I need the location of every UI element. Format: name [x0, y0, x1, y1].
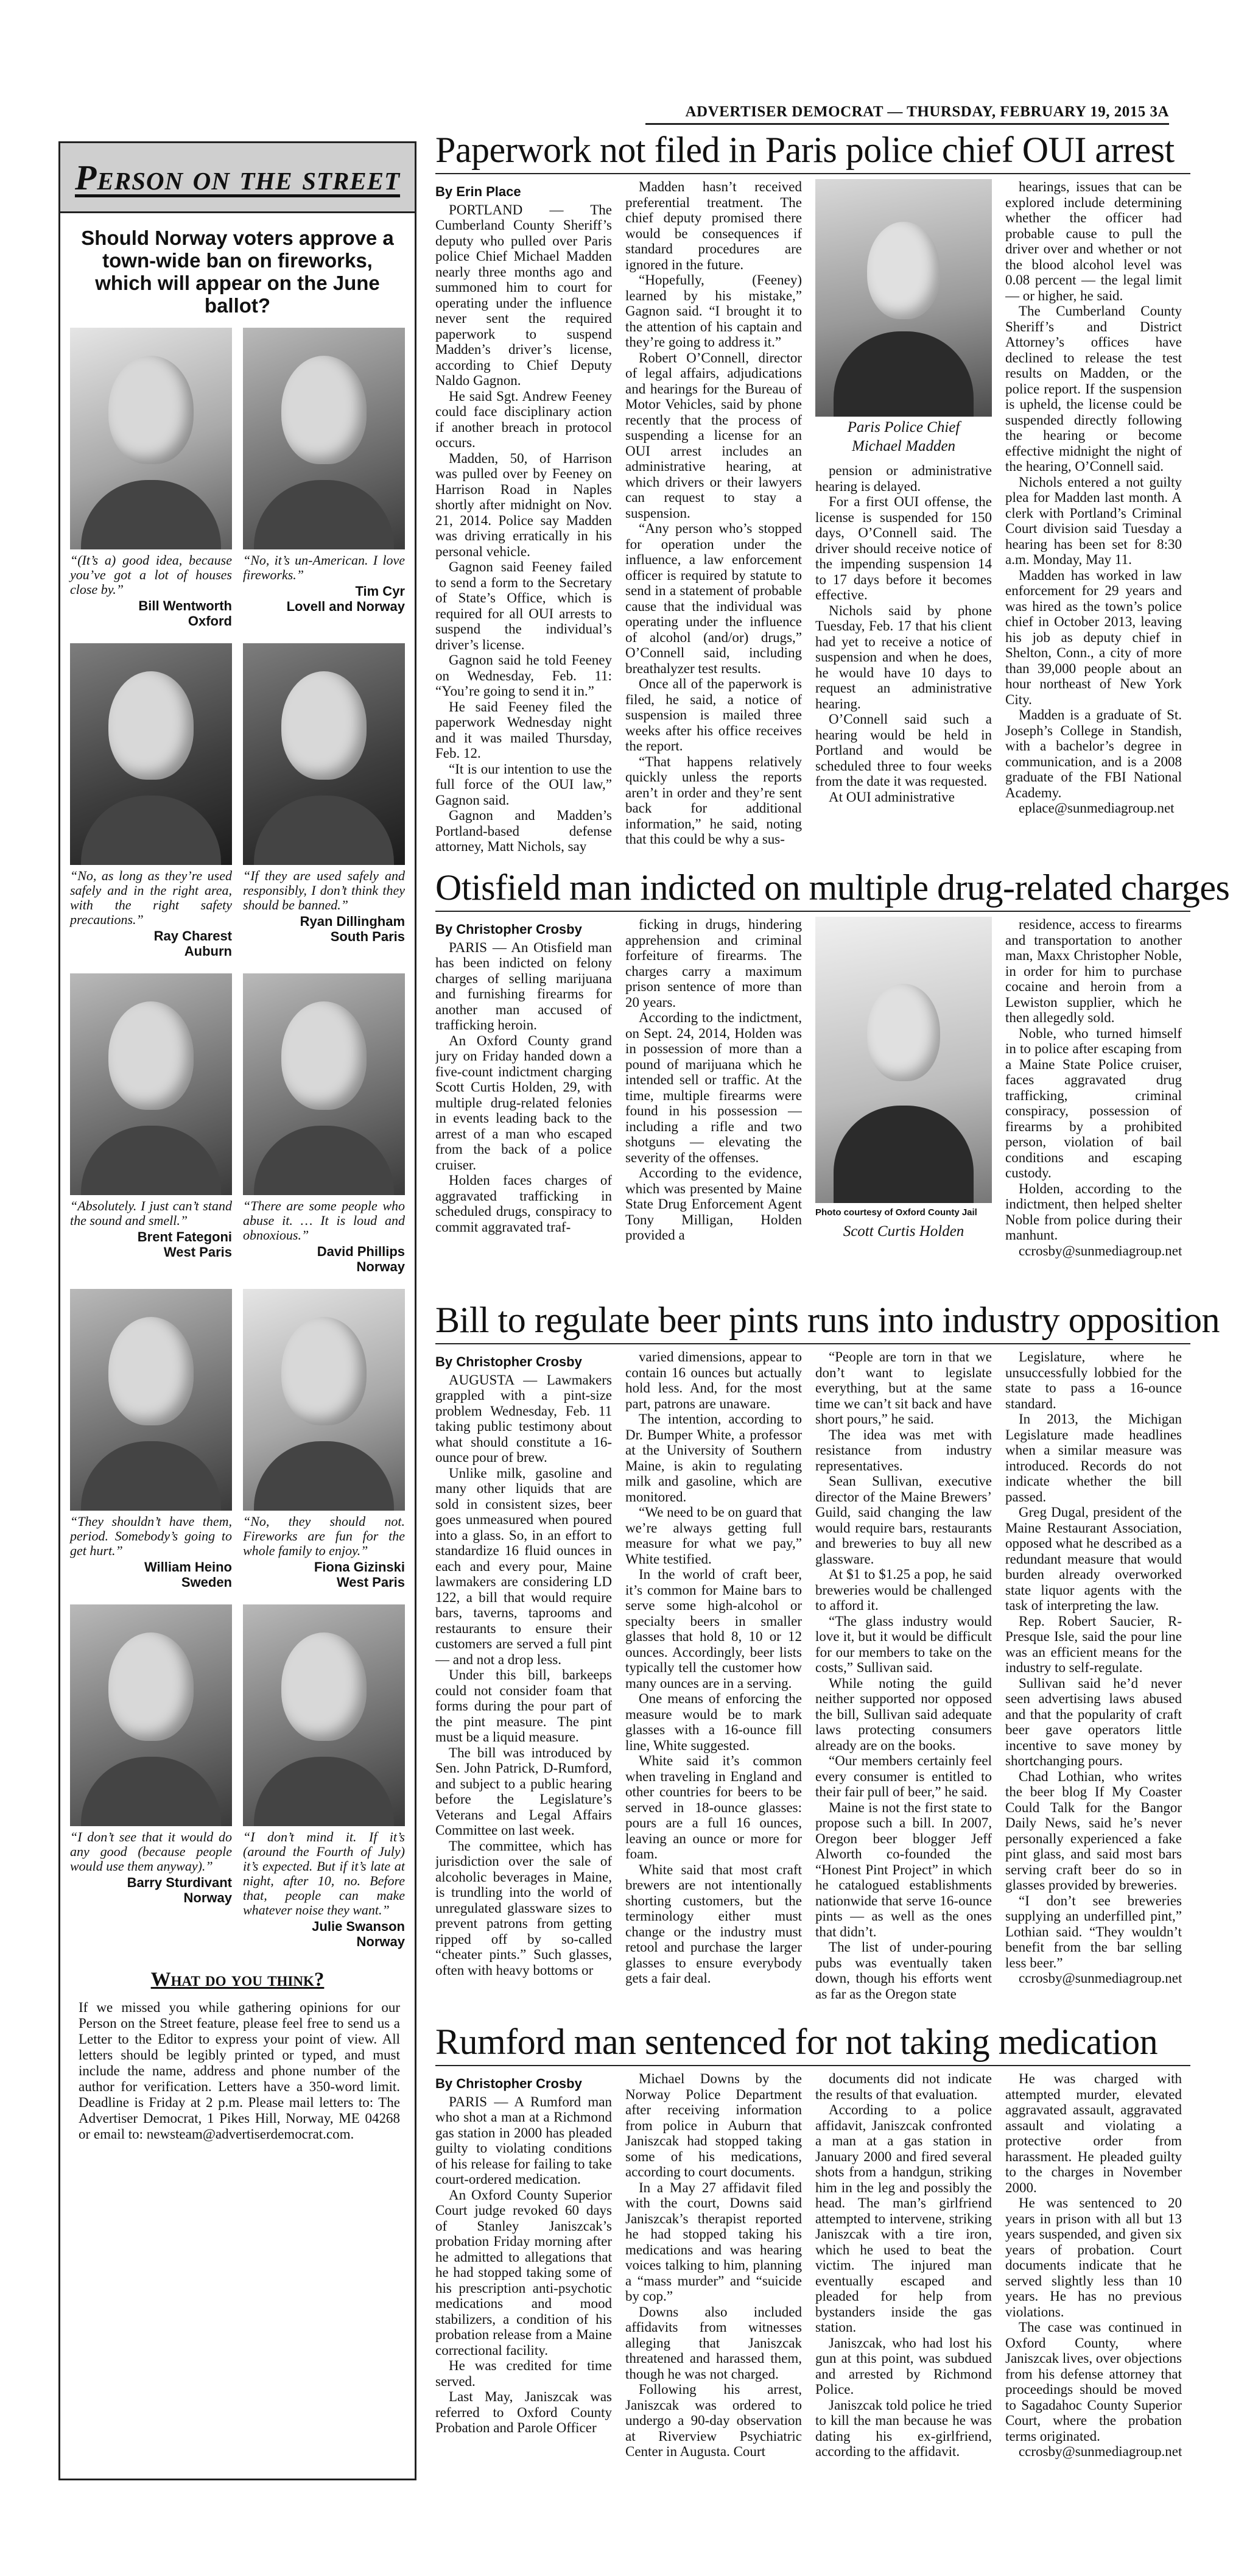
paragraph: In 2013, the Michigan Legislature made headlines when a similar measure was introduced. Records do not indicate whether the bill passed.	[1005, 1411, 1182, 1505]
article-headline: Otisfield man indicted on multiple drug-related charges	[435, 868, 1190, 912]
person-town: West Paris	[336, 1575, 405, 1590]
paragraph: Janiszcak told police he tried to kill the man because he was dating his ex-girlfriend, according to the affidavit.	[815, 2397, 992, 2459]
paragraph: “We need to be on guard that we’re always getting full measure for what we pay,” White testified.	[625, 1505, 802, 1567]
paragraph: He said Feeney filed the paperwork Wednesday night and it was mailed Thursday, Feb. 12.	[435, 699, 612, 761]
person-photo	[70, 1604, 232, 1826]
paragraph: An Oxford County grand jury on Friday handed down a five-count indictment charging Scott Curtis Holden, 29, with multiple drug-related felonies in events leading back to the arrest of a man who escaped from the back of a police cruiser.	[435, 1032, 612, 1173]
person-photo	[70, 1289, 232, 1511]
paragraph: Michael Downs by the Norway Police Department after receiving information from police in Auburn that Janiszcak had stopped taking some of his medications, according to court documents.	[625, 2071, 802, 2179]
article-headline: Rumford man sentenced for not taking medication	[435, 2022, 1190, 2066]
paragraph: “It is our intention to use the full force of the OUI law,” Gagnon said.	[435, 761, 612, 808]
person-name: Ryan Dillingham	[300, 914, 405, 929]
person-photo	[243, 1289, 405, 1511]
paragraph: Madden has worked in law enforcement for 29 years and was hired as the town’s police chief in October 2013, leaving his job as deputy chief in Shelton, Conn., a city of more than 39,000 people about an hour northeast of New York City.	[1005, 567, 1182, 707]
paragraph: PORTLAND — The Cumberland County Sheriff’s deputy who pulled over Paris police Chief Michael Madden nearly three months ago and summoned him to court for operating under the influence never sent the required paperwork to suspend Madden’s driver’s license, according to Chief Deputy Naldo Gagnon.	[435, 202, 612, 388]
paragraph: O’Connell said such a hearing would be held in Portland and would be scheduled three to four weeks from the date it was requested.	[815, 711, 992, 789]
paragraph: ccrosby@sunmediagroup.net	[1019, 1243, 1182, 1258]
article-column	[1005, 2071, 1182, 2534]
person-name: Bill Wentworth	[138, 598, 232, 613]
what-do-you-think-heading: What do you think?	[150, 1969, 325, 1991]
person-name: Tim Cyr	[355, 584, 405, 599]
person-quote: “They shouldn’t have them, period. Somebody’s going to get hurt.”	[70, 1514, 232, 1558]
paragraph: According to the indictment, on Sept. 24, 2014, Holden was in possession of more than a pound of marijuana which he intended sell or traffic. At the time, multiple firearms were found in his possession — including a rifle and two shotguns — elevating the severity of the offenses.	[625, 1010, 802, 1165]
paragraph: Maine is not the first state to propose such a bill. In 2007, Oregon beer blogger Jeff Alworth co-founded the “Honest Pint Project” in which he catalogued establishments nationwide that serve 16-ounce pints — as well as the ones that didn’t.	[815, 1799, 992, 1939]
person-card	[243, 1604, 405, 1949]
page-folio: ADVERTISER DEMOCRAT — THURSDAY, FEBRUARY 19, 2015 3A	[645, 104, 1169, 125]
paragraph: According to a police affidavit, Janiszcak confronted a man at a gas station in January 2000 and fired several shots from a handgun, striking him in the leg and possibly the head. The man’s girlfriend attempted to intervene, striking Janiszcak with a tire iron, which he used to beat the victim. The injured man eventually escaped and pleaded for help from bystanders inside the gas station.	[815, 2102, 992, 2335]
paragraph: ccrosby@sunmediagroup.net	[1019, 1971, 1182, 1986]
paragraph: Under this bill, barkeeps could not consider foam that forms during the pour part of the pint measure. The pint must be a liquid measure.	[435, 1667, 612, 1745]
paragraph: Gagnon and Madden’s Portland-based defense attorney, Matt Nichols, say	[435, 808, 612, 854]
paragraph: The Cumberland County Sheriff’s and District Attorney’s offices have declined to release the test results on Madden, or the police report. If the suspension is upheld, the license could be suspended directly following the hearing or become effective midnight the night of the hearing, O’Connell said.	[1005, 303, 1182, 474]
person-quote: “Absolutely. I just can’t stand the sound and smell.”	[70, 1198, 232, 1228]
pots-header	[60, 143, 415, 213]
paragraph: Madden hasn’t received preferential treatment. The chief deputy promised there would be consequences if standard procedures are ignored in the future.	[625, 179, 802, 272]
holden-mugshot	[815, 917, 992, 1203]
person-photo	[70, 973, 232, 1195]
article-paris-police-chief	[435, 130, 1190, 873]
photo-caption: Paris Police Chief	[847, 419, 960, 436]
paragraph: Holden, according to the indictment, then helped shelter Noble from police during their manhunt.	[1005, 1180, 1182, 1243]
person-quote: “No, as long as they’re used safely and in the right area, with the right safety precautions.”	[70, 868, 232, 927]
paragraph: Sean Sullivan, executive director of the Maine Brewers’ Guild, said changing the law would require bars, restaurants and breweries to buy all new glassware.	[815, 1473, 992, 1567]
person-card	[70, 973, 232, 1274]
article-column	[625, 2071, 802, 2534]
paragraph: While noting the guild neither supported nor opposed the bill, Sullivan said adequate laws protecting consumers already are on the books.	[815, 1675, 992, 1753]
person-town: Auburn	[184, 944, 232, 959]
paragraph: AUGUSTA — Lawmakers grappled with a pint-size problem Wednesday, Feb. 11 taking public testimony about what should constitute a 16-ounce pour of brew.	[435, 1372, 612, 1465]
paragraph: Unlike milk, gasoline and many other liquids that are sold in consistent sizes, beer goes unmeasured when poured into a glass. So, in an effort to standardize 16 fluid ounces in each and every pour, Maine lawmakers are considering LD 122, a bill that would require bars, taverns, taprooms and restaurants to ensure their customers are served a full pint — and not a drop less.	[435, 1465, 612, 1667]
photo-credit: Photo courtesy of Oxford County Jail	[815, 1207, 977, 1218]
paragraph: The committee, which has jurisdiction over the sale of alcoholic beverages in Maine, is trundling into the world of unregulated glassware sizes to prevent patrons from getting ripped off by so-called “cheater pints.” Such glasses, often with heavy bottoms or	[435, 1838, 612, 1978]
person-card	[70, 328, 232, 629]
paragraph: Gagnon said he told Feeney on Wednesday, Feb. 11: “You’re going to send it in.”	[435, 652, 612, 699]
person-quote: “No, they should not. Fireworks are fun for the whole family to enjoy.”	[243, 1514, 405, 1558]
paragraph: Once all of the paperwork is filed, he said, a notice of suspension is mailed three weeks after his office receives the report.	[625, 676, 802, 753]
paragraph: According to the evidence, which was presented by Maine State Drug Enforcement Agent Tony Milligan, Holden provided a	[625, 1165, 802, 1243]
person-town: South Paris	[330, 929, 405, 944]
paragraph: Madden, 50, of Harrison was pulled over by Feeney on Harrison Road in Naples shortly after midnight on Nov. 21, 2014. Police say Madden was driving erratically in his personal vehicle.	[435, 450, 612, 559]
person-card	[70, 1604, 232, 1949]
person-quote: “There are some people who abuse it. … It is loud and obnoxious.”	[243, 1198, 405, 1243]
paragraph: Legislature, where he unsuccessfully lobbied for the state to pass a 16-ounce standard.	[1005, 1349, 1182, 1411]
paragraph: Holden faces charges of aggravated trafficking in scheduled drugs, conspiracy to commit aggravated traf-	[435, 1173, 612, 1235]
paragraph: In the world of craft beer, it’s common for Maine bars to serve some high-alcohol or specialty beers in smaller glasses that hold 8, 10 or 12 ounces. Accordingly, beer lists typically tell the customer how many ounces are in a serving.	[625, 1567, 802, 1691]
person-town: West Paris	[163, 1244, 232, 1260]
paragraph: Nichols said by phone Tuesday, Feb. 17 that his client had yet to receive a notice of suspension and when he does, he would have 10 days to request an administrative hearing.	[815, 602, 992, 711]
paragraph: In a May 27 affidavit filed with the court, Downs said Janiszcak’s therapist reported he had stopped taking his medications and was hearing voices talking to him, planning a “mass murder” and “suicide by cop.”	[625, 2179, 802, 2304]
article-byline: By Christopher Crosby	[435, 1354, 582, 1369]
person-quote: “If they are used safely and responsibly, I don’t think they should be banned.”	[243, 868, 405, 912]
paragraph: Madden is a graduate of St. Joseph’s College in Standish, with a bachelor’s degree in communication, and is a 2008 graduate of the FBI National Academy.	[1005, 707, 1182, 800]
person-quote: “I don’t mind it. If it’s (around the Fourth of July) it’s expected. But if it’s late at night, after 10, no. Before that, people can make whatever noise they want.”	[243, 1829, 405, 1918]
paragraph: varied dimensions, appear to contain 16 ounces but actually hold less. And, for the most part, patrons are unaware.	[625, 1349, 802, 1411]
article-columns	[435, 179, 1190, 873]
paragraph: Noble, who turned himself in to police after escaping from a Maine State Police cruiser, faces aggravated drug trafficking, criminal conspiracy, possession of firearms by a prohibited person, violation of bail conditions and escaping custody.	[1005, 1025, 1182, 1180]
paragraph: documents did not indicate the results of that evaluation.	[815, 2071, 992, 2102]
paragraph: White said that most craft brewers are not intentionally shorting customers, but the terminology either must change or the industry must retool and purchase the larger glasses to ensure everybody gets a fair deal.	[625, 1861, 802, 1986]
madden-photo	[815, 179, 992, 417]
paragraph: “That happens relatively quickly unless the reports aren’t in order and they’re sent back for additional information,” he said, noting that this could be why a sus-	[625, 753, 802, 847]
person-photo	[243, 973, 405, 1195]
person-town: Norway	[356, 1259, 405, 1274]
article-rumford-sentenced	[435, 2022, 1190, 2534]
person-card	[70, 643, 232, 959]
person-card	[243, 643, 405, 959]
article-column	[815, 2071, 992, 2534]
paragraph: He was credited for time served.	[435, 2358, 612, 2389]
pots-photo-grid	[60, 328, 415, 1964]
paragraph: An Oxford County Superior Court judge revoked 60 days of Stanley Janiszcak’s probation Friday morning after he admitted to allegations that he had stopped taking some of his prescription anti-psychotic medications and mood stabilizers, a condition of his probation release from a Maine correctional facility.	[435, 2187, 612, 2358]
article-byline: By Christopher Crosby	[435, 922, 582, 937]
paragraph: Downs also included affidavits from witnesses alleging that Janiszcak threatened and harassed them, though he was not charged.	[625, 2304, 802, 2382]
person-photo	[243, 1604, 405, 1826]
paragraph: One means of enforcing the measure would be to mark glasses with a 16-ounce fill line, White suggested.	[625, 1691, 802, 1753]
person-name: Brent Fategoni	[137, 1229, 232, 1244]
person-name: Barry Sturdivant	[127, 1875, 232, 1890]
paragraph: eplace@sunmediagroup.net	[1019, 800, 1175, 816]
paragraph: For a first OUI offense, the license is suspended for 150 days, O’Connell said. The driver should receive notice of the impending suspension 14 to 17 days before it becomes effective.	[815, 494, 992, 602]
person-photo	[243, 328, 405, 549]
photo-caption: Michael Madden	[851, 438, 956, 454]
paragraph: hearings, issues that can be explored include determining whether the officer had probable cause to pull the driver over and whether or not the blood alcohol level was 0.08 percent — the legal limit — or higher, he said.	[1005, 179, 1182, 303]
paragraph: Following his arrest, Janiszcak was ordered to undergo a 90-day observation at Riverview Psychiatric Center in Augusta. Court	[625, 2382, 802, 2459]
person-card	[70, 1289, 232, 1590]
paragraph: PARIS — A Rumford man who shot a man at a Richmond gas station in 2000 has pleaded guilty to violating conditions of his release for failing to take court-ordered medication.	[435, 2094, 612, 2187]
article-column	[815, 179, 992, 873]
person-town: Norway	[183, 1890, 232, 1905]
person-town: Sweden	[181, 1575, 232, 1590]
paragraph: “Our members certainly feel every consumer is entitled to their fair pull of beer,” he said.	[815, 1753, 992, 1799]
article-column	[435, 2071, 612, 2534]
person-name: Ray Charest	[153, 928, 232, 944]
person-town: Lovell and Norway	[286, 599, 405, 614]
paragraph: Robert O’Connell, director of legal affairs, adjudications and hearings for the Bureau of Motor Vehicles, said by phone recently that the process of suspending a license for an OUI arrest includes an administrative hearing, at which drivers or their lawyers can request to stay a suspension.	[625, 350, 802, 521]
paragraph: The intention, according to Dr. Bumper White, a professor at the University of Southern Maine, is akin to regulating milk and gasoline, which are monitored.	[625, 1411, 802, 1505]
article-column	[1005, 917, 1182, 1307]
article-headline: Bill to regulate beer pints runs into industry opposition	[435, 1300, 1190, 1344]
person-town: Oxford	[188, 613, 232, 629]
paragraph: “I don’t see breweries supplying an underfilled pint,” Lothian said. “They wouldn’t benefit from the bar selling less beer.”	[1005, 1893, 1182, 1971]
paragraph: “People are torn in that we don’t want to legislate everything, but at the same time we can’t sit back and have short pours,” he said.	[815, 1349, 992, 1427]
article-columns	[435, 1349, 1190, 2016]
article-column	[625, 1349, 802, 2016]
article-columns	[435, 2071, 1190, 2534]
paragraph: “Any person who’s stopped for operation under the influence, a law enforcement officer is required by statute to send in a statement of probable cause that the individual was operating under the influence of alcohol (and/or) drugs,” O’Connell said, including breathalyzer test results.	[625, 521, 802, 676]
paragraph: The idea was met with resistance from industry representatives.	[815, 1427, 992, 1473]
person-name: Julie Swanson	[312, 1919, 405, 1934]
person-card	[243, 1289, 405, 1590]
article-column	[815, 1349, 992, 2016]
paragraph: residence, access to firearms and transportation to another man, Maxx Christopher Noble, in order for him to purchase cocaine and heroin from a Lewiston supplier, which he then allegedly sold.	[1005, 917, 1182, 1025]
person-quote: “(It’s a) good idea, because you’ve got a lot of houses close by.”	[70, 552, 232, 597]
person-on-the-street-box	[58, 141, 416, 2480]
paragraph: ccrosby@sunmediagroup.net	[1019, 2444, 1182, 2459]
paragraph: Gagnon said Feeney failed to send a form to the Secretary of State’s Office, which is required for all OUI arrests to suspend the individual’s driver’s license.	[435, 559, 612, 652]
person-photo	[70, 643, 232, 865]
paragraph: He was sentenced to 20 years in prison with all but 13 years suspended, and given six years of probation. Court documents indicate that he served slightly less than 10 years. He has no previous violations.	[1005, 2195, 1182, 2320]
paragraph: Last May, Janiszcak was referred to Oxford County Probation and Parole Officer	[435, 2389, 612, 2435]
article-column	[1005, 1349, 1182, 2016]
paragraph: Sullivan said he’d never seen advertising laws abused and that the popularity of craft beer gave operators little incentive to save money by shortchanging pours.	[1005, 1675, 1182, 1768]
pots-title: Person on the street	[74, 157, 401, 197]
article-byline: By Christopher Crosby	[435, 2076, 582, 2091]
photo-caption: Scott Curtis Holden	[843, 1223, 964, 1240]
person-card	[243, 973, 405, 1274]
person-name: Fiona Gizinski	[314, 1559, 405, 1575]
paragraph: The list of under-pouring pubs was eventually taken down, though his efforts went as far as the Oregon state	[815, 1939, 992, 2002]
paragraph: Nichols entered a not guilty plea for Madden last month. A clerk with Portland’s Criminal Court division said Tuesday a hearing has been set for 8:30 a.m. Monday, May 11.	[1005, 474, 1182, 567]
article-headline: Paperwork not filed in Paris police chief OUI arrest	[435, 130, 1190, 174]
paragraph: He was charged with attempted murder, elevated aggravated assault, aggravated assault and violating a protective order from harassment. He pleaded guilty to the charges in November 2000.	[1005, 2071, 1182, 2195]
paragraph: “The glass industry would love it, but it would be difficult for our members to take on the costs,” Sullivan said.	[815, 1613, 992, 1675]
person-photo	[70, 328, 232, 549]
paragraph: He said Sgt. Andrew Feeney could face disciplinary action if another breach in protocol occurs.	[435, 388, 612, 450]
article-beer-pints	[435, 1300, 1220, 2016]
person-name: William Heino	[144, 1559, 232, 1575]
article-column	[625, 917, 802, 1307]
article-byline: By Erin Place	[435, 184, 521, 199]
person-town: Norway	[356, 1934, 405, 1949]
article-column	[815, 917, 992, 1307]
person-quote: “No, it’s un-American. I love fireworks.”	[243, 552, 405, 582]
article-column	[435, 179, 612, 873]
paragraph: The bill was introduced by Sen. John Patrick, D-Rumford, and subject to a public hearing before the Legislature’s Veterans and Legal Affairs Committee on last week.	[435, 1745, 612, 1838]
pots-question: Should Norway voters approve a town-wide ban on fireworks, which will appear on the June ballot?	[81, 227, 394, 317]
paragraph: ficking in drugs, hindering apprehension and criminal forfeiture of firearms. The charges carry a maximum prison sentence of more than 20 years.	[625, 917, 802, 1010]
paragraph: Chad Lothian, who writes the beer blog If My Coaster Could Talk for the Bangor Daily News, said he’s never personally experienced a fake pint glass, and said most bars serving craft beer do so in glasses provided by breweries.	[1005, 1768, 1182, 1893]
person-quote: “I don’t see that it would do any good (because people would use them anyway).”	[70, 1829, 232, 1874]
paragraph: PARIS — An Otisfield man has been indicted on felony charges of selling marijuana and furnishing firearms for another man accused of trafficking heroin.	[435, 939, 612, 1032]
article-column	[1005, 179, 1182, 873]
article-columns	[435, 917, 1190, 1307]
person-name: David Phillips	[317, 1244, 405, 1259]
article-column	[435, 1349, 612, 2016]
paragraph: Greg Dugal, president of the Maine Restaurant Association, opposed what he described as a redundant measure that would burden already overworked state liquor agents with the task of interpreting the law.	[1005, 1505, 1182, 1613]
article-column	[625, 179, 802, 873]
paragraph: “Hopefully, (Feeney) learned by his mistake,” Gagnon said. “I brought it to the attention of his captain and they’re going to address it.”	[625, 272, 802, 350]
paragraph: The case was continued in Oxford County, where Janiszcak lives, over objections from his defense attorney that proceedings should be moved to Sagadahoc County Superior Court, where the probation terms originated.	[1005, 2320, 1182, 2444]
paragraph: pension or administrative hearing is delayed.	[815, 463, 992, 494]
person-photo	[243, 643, 405, 865]
what-do-you-think-text: If we missed you while gathering opinions for our Person on the Street feature, please feel free to send us a Letter to the Editor to express your point of view. All letters should be legibly printed or typed, and must include the name, address and phone number of the author for verification. Letters have a 350-word limit. Deadline is Friday at 2 p.m. Please mail letters to: The Advertiser Democrat, 1 Pikes Hill, Norway, ME 04268 or email to: newsteam@advertiserdemocrat.com.	[79, 2000, 400, 2142]
person-card	[243, 328, 405, 629]
article-otisfield-indicted	[435, 867, 1230, 1307]
paragraph: Rep. Robert Saucier, R-Presque Isle, said the pour line was an efficient means for the industry to self-regulate.	[1005, 1613, 1182, 1675]
paragraph: At $1 to $1.25 a pop, he said breweries would be challenged to afford it.	[815, 1567, 992, 1613]
article-column	[435, 917, 612, 1307]
paragraph: White said it’s common when traveling in England and other countries for beers to be served in 18-ounce glasses: pours are a full 16 ounces, leaving an ounce or more for foam.	[625, 1753, 802, 1861]
paragraph: At OUI administrative	[829, 789, 955, 805]
paragraph: Janiszcak, who had lost his gun at this point, was subdued and arrested by Richmond Police.	[815, 2335, 992, 2397]
